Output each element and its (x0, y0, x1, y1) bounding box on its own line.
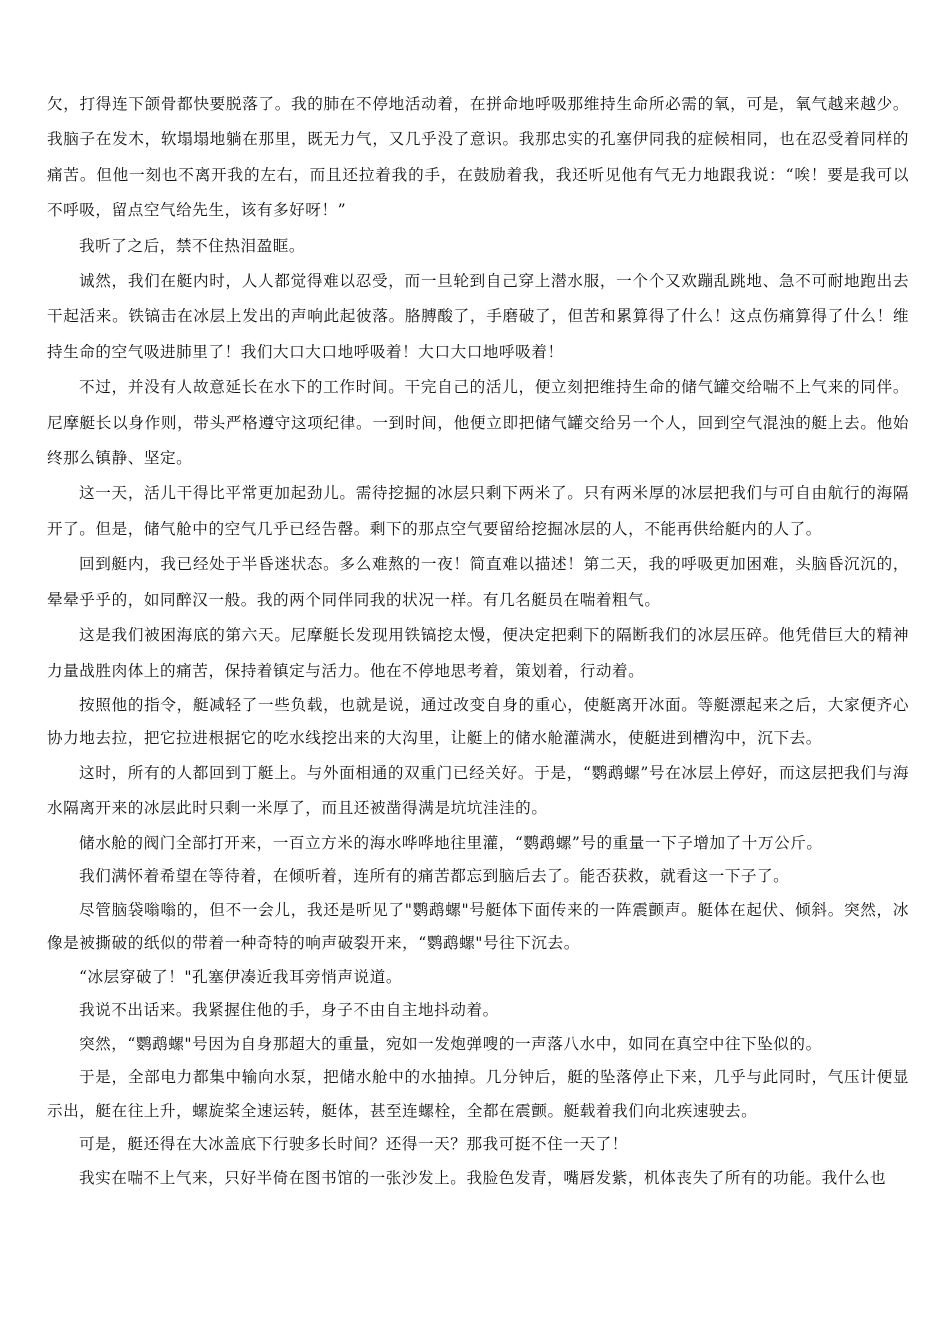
paragraph-8: 按照他的指令，艇减轻了一些负载，也就是说，通过改变自身的重心，使艇离开冰面。等艇漂起来之后，大家便齐心协力地去拉，把它拉进根据它的吃水线挖出来的大沟里，让艇上的储水舱灌满水，使艇进到槽沟中，沉下去。 (47, 695, 909, 748)
paragraph-2: 我听了之后，禁不住热泪盈眶。 (79, 236, 306, 255)
document-page (47, 87, 909, 1195)
paragraph-13: “冰层穿破了！"孔塞伊凑近我耳旁悄声说道。 (79, 967, 402, 986)
paragraph-15: 突然，“鹦鹉螺"号因为自身那超大的重量，宛如一发炮弹嗖的一声落八水中，如同在真空中往下坠似的。 (79, 1034, 822, 1053)
paragraph-17: 可是，艇还得在大冰盖底下行驶多长时间？还得一天？那我可挺不住一天了！ (79, 1135, 628, 1154)
paragraph-9: 这时，所有的人都回到丁艇上。与外面相通的双重门已经关好。于是，“鹦鹉螺”号在冰层上停好，而这层把我们与海水隔离开来的冰层此时只剩一米厚了，而且还被凿得满是坑坑洼洼的。 (47, 763, 909, 818)
paragraph-6: 回到艇内，我已经处于半昏迷状态。多么难熬的一夜！简直难以描述！第二天，我的呼吸更加困难，头脑昏沉沉的，晕晕乎乎的，如同醉汉一般。我的两个同伴同我的状况一样。有几名艇员在喘着粗气。 (47, 555, 909, 609)
paragraph-3: 诚然，我们在艇内时，人人都觉得难以忍受，而一旦轮到自己穿上潜水服，一个个又欢蹦乱跳地、急不可耐地跑出去干起活来。铁镐击在冰层上发出的声响此起彼落。胳膊酸了，手磨破了，但苦和累算得了什么！这点伤痛算得了什么！维持生命的空气吸进肺里了！我们大口大口地呼吸着！大口大口地呼吸着！ (47, 272, 909, 361)
paragraph-11: 我们满怀着希望在等待着，在倾听着，连所有的痛苦都忘到脑后去了。能否获救，就看这一下子了。 (79, 867, 790, 886)
paragraph-7: 这是我们被困海底的第六天。尼摩艇长发现用铁镐挖太慢，便决定把剩下的隔断我们的冰层压碎。他凭借巨大的精神力量战胜肉体上的痛苦，保持着镇定与活力。他在不停地思考着，策划着，行动着。 (47, 626, 909, 680)
paragraph-18: 我实在喘不上气来，只好半倚在图书馆的一张沙发上。我脸色发青，嘴唇发紫，机体丧失了所有的功能。我什么也 (79, 1168, 887, 1187)
paragraph-1: 欠，打得连下颌骨都快要脱落了。我的肺在不停地活动着，在拼命地呼吸那维持生命所必需的氧，可是，氧气越来越少。我脑子在发木，软塌塌地躺在那里，既无力气，又几乎没了意识。我那忠实的孔塞伊同我的症候相同，也在忍受着同样的痛苦。但他一刻也不离开我的左右，而且还拉着我的手，在鼓励着我，我还听见他有气无力地跟我说：“唉！要是我可以不呼吸，留点空气给先生，该有多好呀！” (47, 95, 909, 220)
paragraph-16: 于是，全部电力都集中输向水泵，把储水舱中的水抽掉。几分钟后，艇的坠落停止下来，几乎与此同时，气压计便显示出，艇在往上升，螺旋桨全速运转，艇体，甚至连螺栓，全都在震颤。艇载着我们向北疾速驶去。 (47, 1068, 909, 1120)
paragraph-4: 不过，并没有人故意延长在水下的工作时间。干完自己的活儿，便立刻把维持生命的储气罐交给喘不上气来的同伴。尼摩艇长以身作则，带头严格遵守这项纪律。一到时间，他便立即把储气罐交给另一个人，回到空气混浊的艇上去。他始终那么镇静、坚定。 (47, 378, 909, 468)
paragraph-14: 我说不出话来。我紧握住他的手，身子不由自主地抖动着。 (79, 1001, 499, 1020)
paragraph-5: 这一天，活儿干得比平常更加起劲儿。需待挖掘的冰层只剩下两米了。只有两米厚的冰层把我们与可自由航行的海隔开了。但是，储气舱中的空气几乎已经告罄。剩下的那点空气要留给挖掘冰层的人，不能再供给艇内的人了。 (47, 484, 909, 538)
paragraph-12: 尽管脑袋嗡嗡的，但不一会儿，我还是听见了"鹦鹉螺"号艇体下面传来的一阵震颤声。艇体在起伏、倾斜。突然，冰像是被撕破的纸似的带着一种奇特的响声破裂开来，“鹦鹉螺"号往下沉去。 (47, 900, 909, 953)
paragraph-10: 储水舱的阀门全部打开来，一百立方米的海水哗哗地往里灌，“鹦鹉螺”号的重量一下子增加了十万公斤。 (79, 833, 823, 852)
